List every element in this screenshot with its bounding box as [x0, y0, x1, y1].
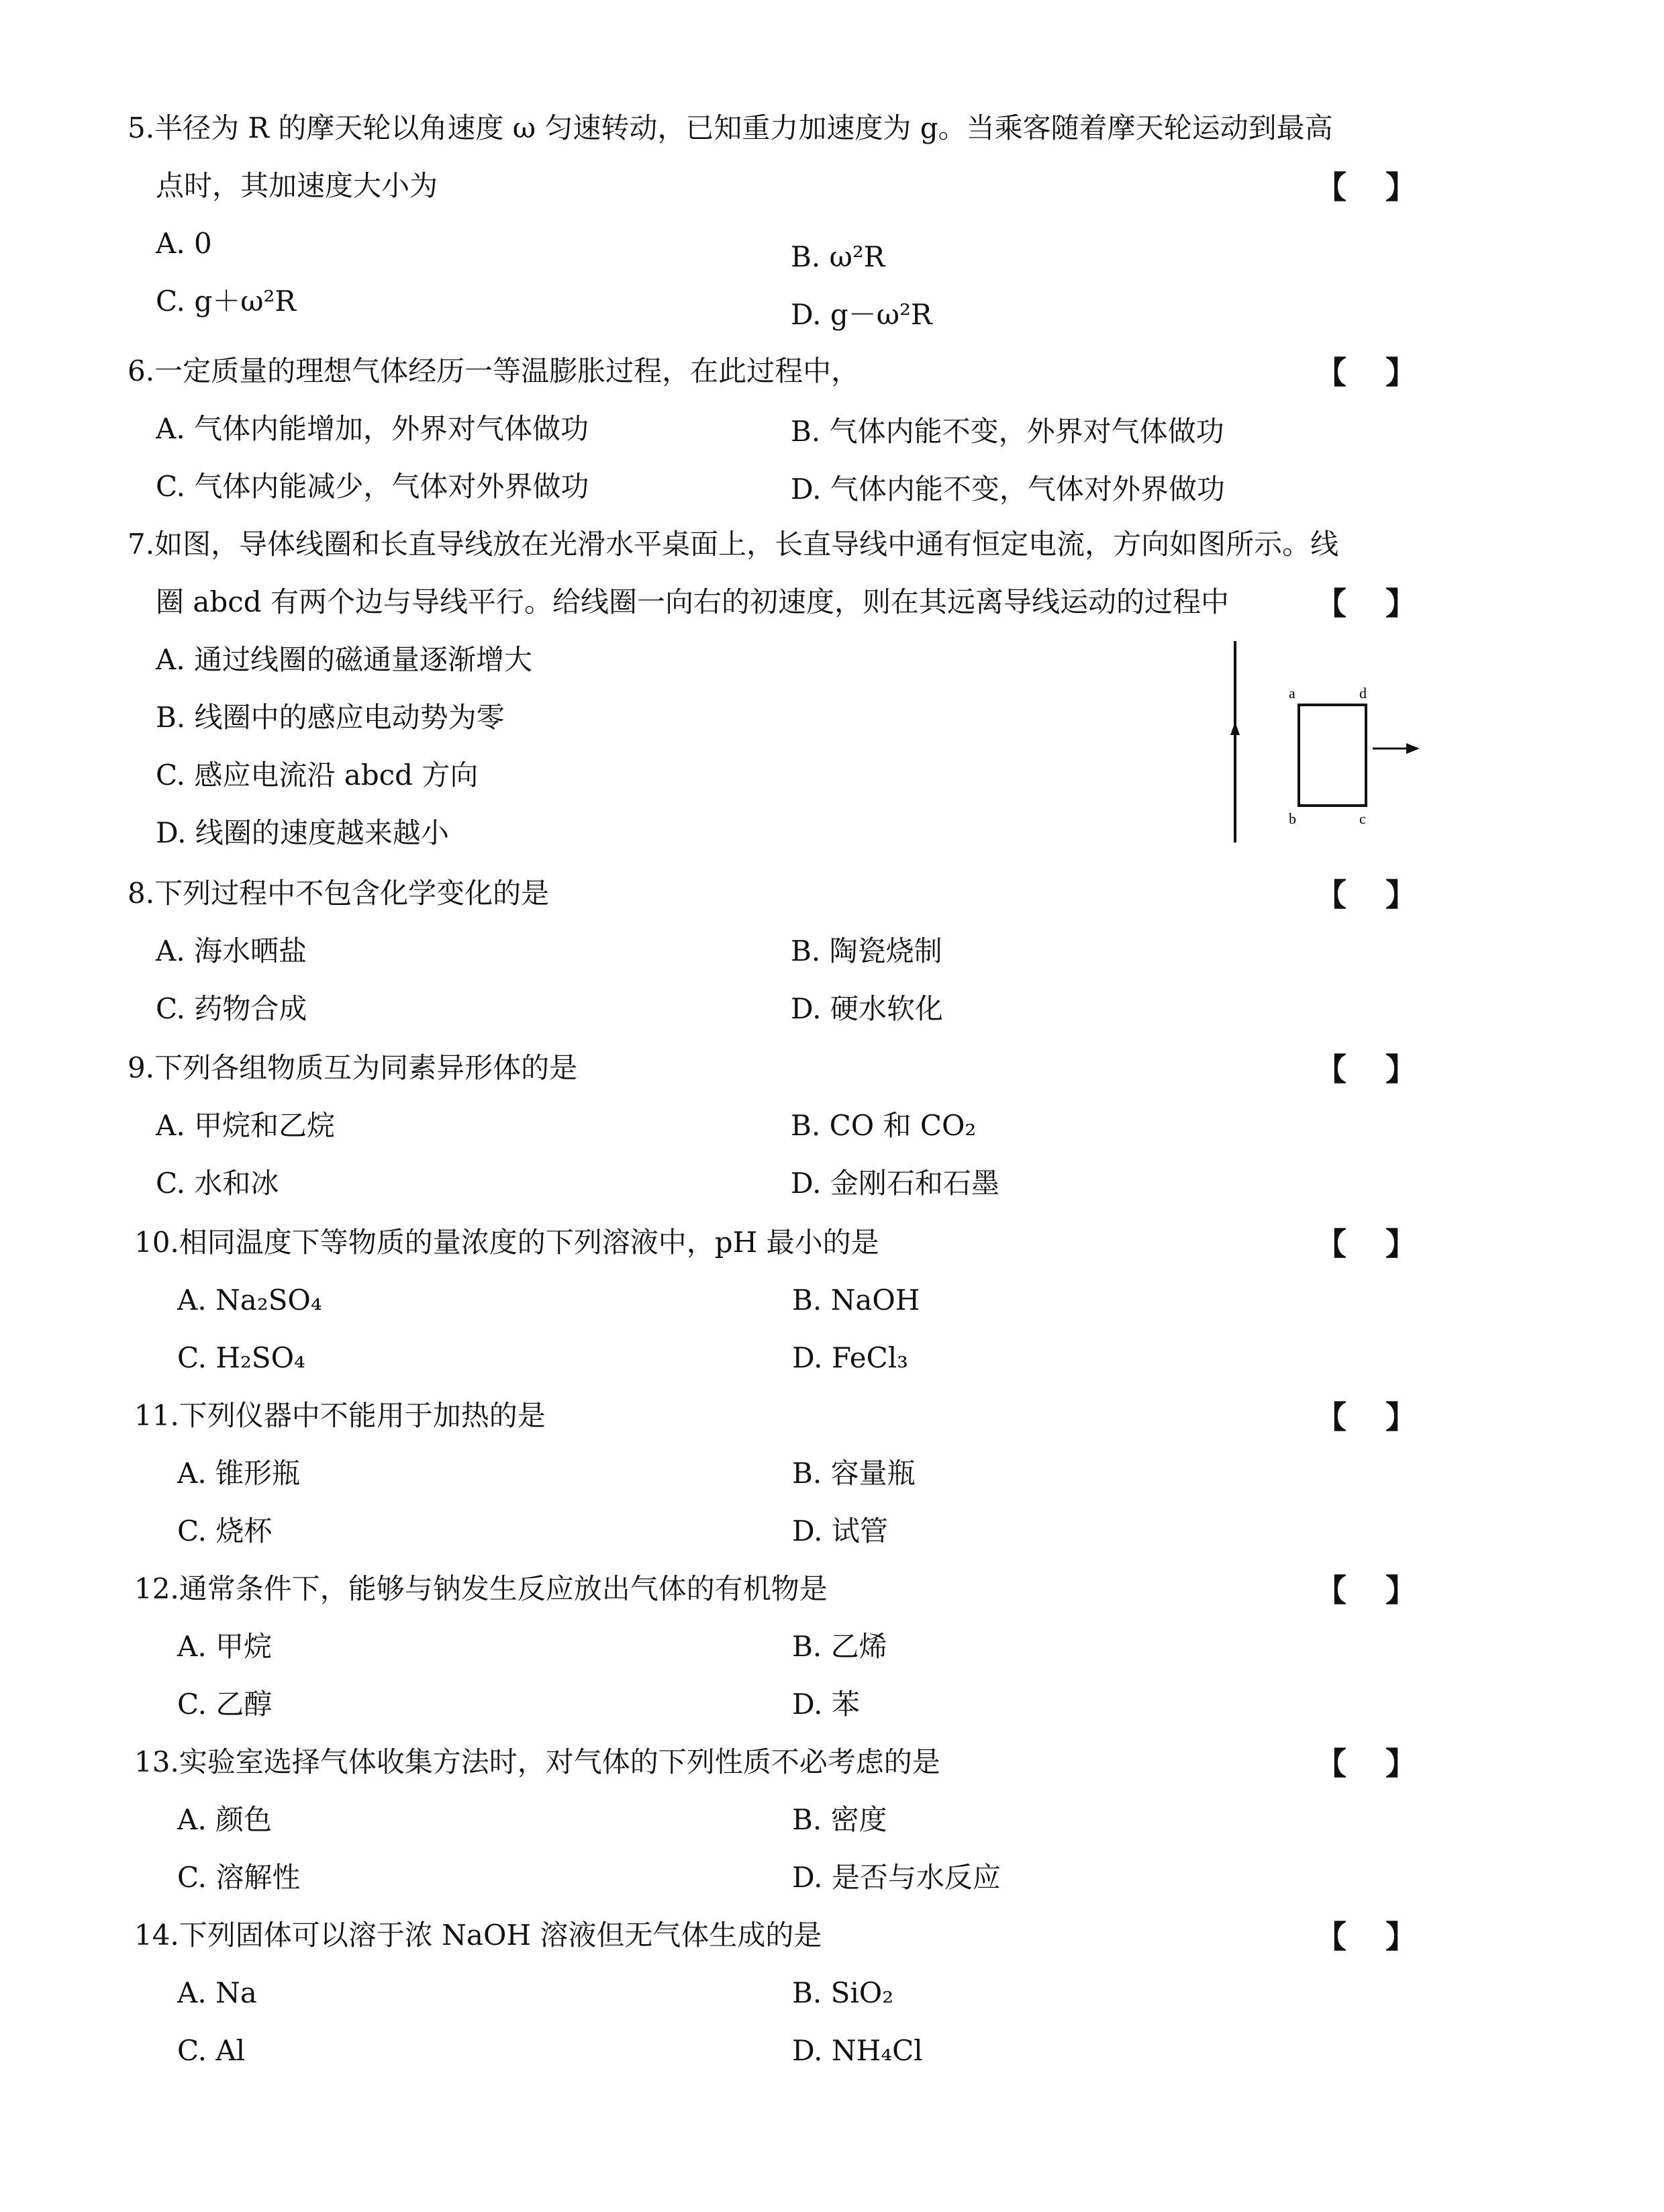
option-c: C. g＋ω²R	[156, 285, 296, 318]
option-b: B. 密度	[792, 1803, 887, 1836]
corner-label-a: a	[1289, 685, 1295, 702]
option-b: B. 线圈中的感应电动势为零	[156, 701, 505, 734]
question-number: 10.	[134, 1226, 179, 1259]
question-number: 9.	[128, 1051, 155, 1084]
option-a: A. 甲烷	[177, 1630, 273, 1663]
option-d: D. 硬水软化	[791, 992, 943, 1025]
question-5-stem-line-2: 点时，其加速度大小为	[156, 169, 438, 202]
current-arrow-icon	[1230, 722, 1240, 735]
answer-bracket[interactable]: 【 】	[1316, 877, 1416, 913]
option-d: D. 试管	[792, 1514, 888, 1547]
question-number: 6.	[128, 354, 155, 387]
question-7-stem-line-1: 7.如图，导体线圈和长直导线放在光滑水平桌面上，长直导线中通有恒定电流，方向如图所示。线	[128, 528, 1339, 561]
answer-bracket[interactable]: 【 】	[1316, 585, 1416, 622]
option-a: A. 甲烷和乙烷	[156, 1109, 336, 1142]
question-5-stem-line-1: 5.半径为 R 的摩天轮以角速度 ω 匀速转动，已知重力加速度为 g。当乘客随着摩天轮运动到最高	[128, 111, 1333, 144]
answer-bracket[interactable]: 【 】	[1316, 1226, 1416, 1262]
question-8-stem: 8.下列过程中不包含化学变化的是	[128, 877, 550, 910]
question-number: 14.	[134, 1919, 179, 1952]
option-c: C. H₂SO₄	[177, 1341, 305, 1374]
option-d: D. 是否与水反应	[792, 1861, 1001, 1894]
option-d: D. 金刚石和石墨	[791, 1167, 999, 1200]
option-a: A. 0	[156, 227, 212, 260]
option-c: C. Al	[177, 2034, 246, 2067]
question-10-stem: 10.相同温度下等物质的量浓度的下列溶液中，pH 最小的是	[134, 1226, 879, 1259]
option-b: B. 乙烯	[792, 1630, 887, 1663]
answer-bracket[interactable]: 【 】	[1316, 169, 1416, 205]
corner-label-c: c	[1359, 810, 1366, 827]
question-7-stem-line-2: 圈 abcd 有两个边与导线平行。给线圈一向右的初速度，则在其远离导线运动的过程中	[156, 585, 1230, 618]
velocity-arrow-head-icon	[1406, 743, 1420, 754]
option-d: D. g－ω²R	[791, 298, 932, 331]
option-a: A. Na₂SO₄	[177, 1284, 322, 1316]
option-c: C. 药物合成	[156, 992, 307, 1025]
corner-label-d: d	[1359, 685, 1367, 702]
option-c: C. 烧杯	[177, 1514, 273, 1547]
question-number: 8.	[128, 877, 155, 910]
option-b: B. SiO₂	[792, 1976, 894, 2009]
wire-loop-figure	[1222, 641, 1423, 843]
question-11-stem: 11.下列仪器中不能用于加热的是	[134, 1399, 546, 1432]
option-c: C. 溶解性	[177, 1861, 301, 1894]
option-c: C. 水和冰	[156, 1167, 279, 1200]
answer-bracket[interactable]: 【 】	[1316, 1745, 1416, 1782]
option-b: B. 陶瓷烧制	[791, 934, 942, 967]
answer-bracket[interactable]: 【 】	[1316, 1399, 1416, 1435]
option-c: C. 气体内能减少，气体对外界做功	[156, 470, 589, 503]
question-number: 12.	[134, 1572, 179, 1605]
question-number: 13.	[134, 1745, 179, 1778]
option-c: C. 乙醇	[177, 1688, 273, 1721]
option-b: B. CO 和 CO₂	[791, 1109, 977, 1142]
question-9-stem: 9.下列各组物质互为同素异形体的是	[128, 1051, 578, 1084]
corner-label-b: b	[1289, 810, 1296, 827]
option-a: A. 锥形瓶	[177, 1457, 301, 1490]
answer-bracket[interactable]: 【 】	[1316, 1919, 1416, 1955]
option-a: A. 颜色	[177, 1803, 273, 1836]
option-b: B. NaOH	[792, 1284, 920, 1316]
option-c: C. 感应电流沿 abcd 方向	[156, 759, 479, 791]
option-a: A. 海水晒盐	[156, 934, 307, 967]
option-d: D. 气体内能不变，气体对外界做功	[791, 473, 1225, 506]
answer-bracket[interactable]: 【 】	[1316, 1572, 1416, 1608]
question-number: 7.	[128, 528, 155, 561]
option-d: D. NH₄Cl	[792, 2034, 923, 2067]
option-b: B. 容量瓶	[792, 1457, 916, 1490]
answer-bracket[interactable]: 【 】	[1316, 354, 1416, 391]
question-number: 11.	[134, 1399, 179, 1432]
question-14-stem: 14.下列固体可以溶于浓 NaOH 溶液但无气体生成的是	[134, 1919, 822, 1952]
option-a: A. 通过线圈的磁通量逐渐增大	[156, 643, 533, 676]
question-12-stem: 12.通常条件下，能够与钠发生反应放出气体的有机物是	[134, 1572, 828, 1605]
option-a: A. Na	[177, 1976, 257, 2009]
question-6-stem: 6.一定质量的理想气体经历一等温膨胀过程，在此过程中，	[128, 354, 860, 387]
option-d: D. 苯	[792, 1688, 860, 1721]
coil-loop	[1299, 705, 1366, 806]
option-a: A. 气体内能增加，外界对气体做功	[156, 412, 589, 445]
question-13-stem: 13.实验室选择气体收集方法时，对气体的下列性质不必考虑的是	[134, 1745, 940, 1778]
option-b: B. ω²R	[791, 240, 885, 273]
answer-bracket[interactable]: 【 】	[1316, 1051, 1416, 1088]
option-d: D. FeCl₃	[792, 1341, 908, 1374]
option-d: D. 线圈的速度越来越小	[156, 816, 449, 849]
option-b: B. 气体内能不变，外界对气体做功	[791, 415, 1224, 448]
question-number: 5.	[128, 111, 155, 144]
